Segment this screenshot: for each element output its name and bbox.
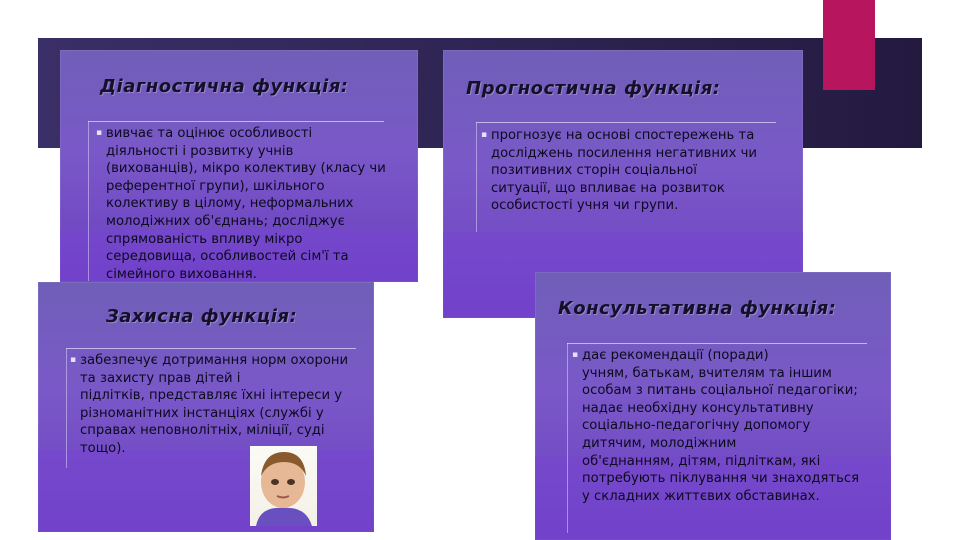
card-consultative-body: дає рекомендації (поради) учням, батькам, вчителям та іншим особам з питань соціальної педагогіки; надає необхідну консультативну соціально-педагогічну допомогу дитячим, молодіжним об'єднанням, дітям, підліткам, які потребують піклування чи знаходяться у складних життєвих обставинах. [582, 348, 860, 504]
divider [88, 121, 384, 122]
card-diagnostic-title: Діагностична функція: [100, 76, 349, 97]
accent-bar [823, 0, 875, 90]
card-diagnostic-body: вивчає та оцінює особливості діяльності і розвитку учнів (вихованців), мікро колективу (класу чи референтної групи), шкільного колективу в цілому, неформальних молодіжних об'єднань; досліджує спрямованість впливу мікро середовища, особливостей сім'ї та сімейного виховання. [106, 126, 386, 282]
card-stripe [38, 450, 374, 532]
card-protective-title: Захисна функція: [106, 306, 298, 327]
child-portrait-icon [250, 446, 317, 526]
card-prognostic-text [481, 127, 799, 215]
divider [88, 121, 89, 281]
divider [476, 122, 776, 123]
bullet-icon: ▪ [481, 130, 488, 140]
card-protective-body: забезпечує дотримання норм охорони та захисту прав дітей і підлітків, представляє їхні інтереси у різноманітних інстанціях (службі у справах неповнолітніх, міліції, суді тощо). [80, 353, 349, 456]
divider [567, 343, 867, 344]
bullet-icon: ▪ [70, 355, 77, 365]
divider [66, 348, 356, 349]
card-consultative-title: Консультативна функція: [558, 298, 837, 319]
card-consultative-text [572, 347, 888, 505]
bullet-icon: ▪ [96, 128, 103, 138]
divider [66, 348, 67, 468]
bullet-icon: ▪ [572, 350, 579, 360]
card-prognostic-body: прогнозує на основі спостережень та досліджень посилення негативних чи позитивних сторін соціальної ситуації, що впливає на розвиток особистості учня чи групи. [491, 128, 757, 214]
child-photo [250, 446, 317, 526]
divider [567, 343, 568, 533]
divider [476, 122, 477, 232]
card-protective-text [70, 352, 372, 458]
card-diagnostic-text [96, 125, 416, 283]
card-prognostic-title: Прогностична функція: [466, 78, 721, 99]
